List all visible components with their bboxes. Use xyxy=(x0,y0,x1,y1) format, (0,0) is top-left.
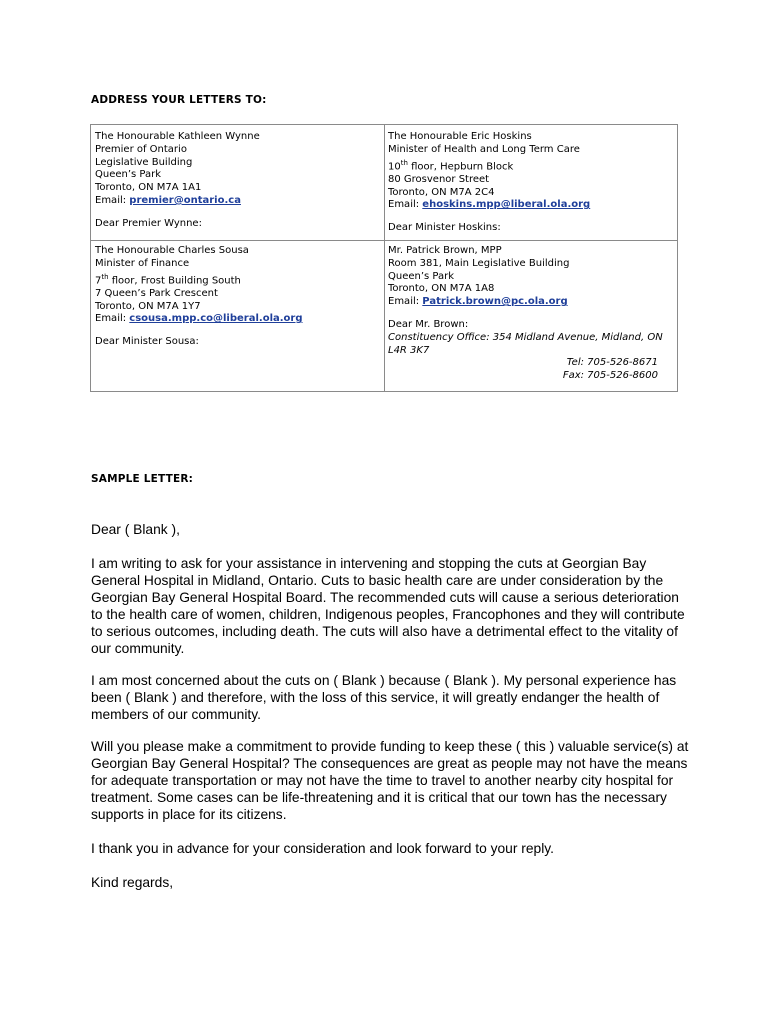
email-link-hoskins[interactable]: ehoskins.mpp@liberal.ola.org xyxy=(422,199,591,211)
constituency-office-postal: L4R 3K7 xyxy=(388,344,430,356)
recipient-cell-sousa xyxy=(95,245,303,349)
constituency-office: Constituency Office: 354 Midland Avenue, Midland, ON xyxy=(388,331,663,343)
recipient-address: 10th floor, Hepburn Block xyxy=(388,158,514,172)
table-divider xyxy=(91,240,677,241)
recipient-city: Toronto, ON M7A 2C4 xyxy=(388,186,495,198)
recipient-email-line xyxy=(388,296,663,309)
recipient-address: 80 Grosvenor Street xyxy=(388,173,490,185)
recipient-name: The Honourable Eric Hoskins xyxy=(388,131,532,142)
email-link-wynne[interactable]: premier@ontario.ca xyxy=(129,194,241,206)
email-label: Email: xyxy=(95,194,130,206)
sample-letter-heading: SAMPLE LETTER: xyxy=(91,473,194,485)
recipient-name: The Honourable Charles Sousa xyxy=(95,245,249,256)
recipient-name: The Honourable Kathleen Wynne xyxy=(95,131,260,142)
recipient-title: Minister of Finance xyxy=(95,257,190,269)
recipient-title: Minister of Health and Long Term Care xyxy=(388,143,580,155)
letter-paragraph-1: I am writing to ask for your assistance in intervening and stopping the cuts at Georgian Bay General Hospital in Midland, Ontario. Cuts to basic health care are under consideration by the Georgian Bay General Hospital Board. The recommended cuts will cause a serious deterioration to the health care of women, children, Indigenous peoples, Francophones and they will contribute to serious outcomes, including death. The cuts will also have a detrimental effect to the vitality of our community. xyxy=(91,556,685,656)
recipient-email-line xyxy=(388,199,590,212)
recipient-salutation: Dear Minister Sousa: xyxy=(95,336,199,348)
recipient-salutation: Dear Mr. Brown: xyxy=(388,318,469,330)
recipient-address: Queen’s Park xyxy=(95,169,162,181)
email-link-brown[interactable]: Patrick.brown@pc.ola.org xyxy=(422,296,568,308)
recipient-name: Mr. Patrick Brown, MPP xyxy=(388,245,502,256)
table-divider xyxy=(384,125,385,391)
email-link-sousa[interactable]: csousa.mpp.co@liberal.ola.org xyxy=(129,313,303,325)
recipient-address: 7th floor, Frost Building South xyxy=(95,272,241,286)
email-label: Email: xyxy=(95,313,130,325)
recipient-salutation: Dear Minister Hoskins: xyxy=(388,222,501,234)
recipient-salutation: Dear Premier Wynne: xyxy=(95,217,202,229)
letter-greeting: Dear ( Blank ), xyxy=(91,522,180,537)
recipient-cell-brown xyxy=(388,245,663,383)
recipient-title: Premier of Ontario xyxy=(95,143,187,155)
recipient-email-line xyxy=(95,195,260,208)
recipient-address: Room 381, Main Legislative Building xyxy=(388,257,570,269)
recipient-address: 7 Queen’s Park Crescent xyxy=(95,287,218,299)
recipient-city: Toronto, ON M7A 1Y7 xyxy=(95,300,201,312)
address-heading: ADDRESS YOUR LETTERS TO: xyxy=(91,94,267,106)
recipient-city: Toronto, ON M7A 1A1 xyxy=(95,182,202,194)
recipient-cell-wynne xyxy=(95,131,260,231)
email-label: Email: xyxy=(388,296,423,308)
office-fax: Fax: 705-526-8600 xyxy=(562,370,658,382)
recipient-email-line xyxy=(95,313,303,326)
recipient-address: Queen’s Park xyxy=(388,270,455,282)
recipient-city: Toronto, ON M7A 1A8 xyxy=(388,283,495,295)
letter-paragraph-2: I am most concerned about the cuts on ( Blank ) because ( Blank ). My personal experience has been ( Blank ) and therefore, with the loss of this service, it will greatly endanger the health of members of our community. xyxy=(91,673,677,722)
office-tel: Tel: 705-526-8671 xyxy=(566,357,658,369)
letter-closing: Kind regards, xyxy=(91,875,174,890)
email-label: Email: xyxy=(388,199,423,211)
recipient-cell-hoskins xyxy=(388,131,590,235)
recipient-address: Legislative Building xyxy=(95,156,193,168)
letter-paragraph-4: I thank you in advance for your consideration and look forward to your reply. xyxy=(91,841,554,856)
address-table xyxy=(90,124,678,392)
letter-paragraph-3: Will you please make a commitment to provide funding to keep these ( this ) valuable service(s) at Georgian Bay General Hospital? The consequences are great as people may not have the means for adequate transportation or may not have the time to travel to another nearby city hospital for treatment. Some cases can be life-threatening and it is critical that our town has the necessary supports in place for its citizens. xyxy=(91,739,689,822)
